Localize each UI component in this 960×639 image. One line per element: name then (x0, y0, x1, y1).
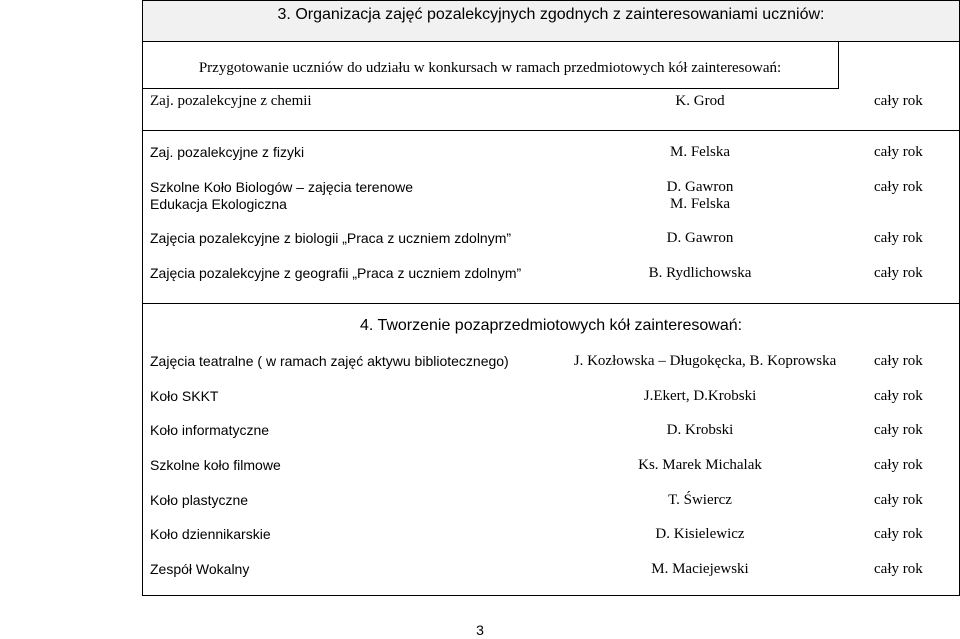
teacher-name: K. Grod (675, 93, 725, 109)
teacher-name: J. Kozłowska – Długokęcka, B. Koprowska (573, 353, 837, 369)
period: cały rok (874, 388, 923, 404)
activity-name: Szkolne Koło Biologów – zajęcia terenowe (150, 179, 414, 195)
page-number: 3 (476, 622, 484, 638)
table-column-rule (838, 41, 839, 89)
period: cały rok (874, 265, 923, 281)
table-border-left (142, 0, 143, 596)
period: cały rok (874, 561, 923, 577)
activity-name: Koło plastyczne (150, 492, 249, 508)
period: cały rok (874, 353, 923, 369)
teacher-name-line2: M. Felska (670, 196, 730, 212)
activity-name: Zajęcia pozalekcyjne z geografii „Praca z uczniem zdolnym” (150, 265, 522, 281)
section4-title: 4. Tworzenie pozaprzedmiotowych kół zainteresowań: (359, 317, 743, 334)
teacher-name: B. Rydlichowska (648, 265, 752, 281)
teacher-name: D. Gawron (666, 230, 734, 246)
table-border-bottom (142, 595, 960, 596)
period: cały rok (874, 457, 923, 473)
activity-name: Zespół Wokalny (150, 561, 250, 577)
activity-name-line2: Edukacja Ekologiczna (150, 196, 287, 212)
period: cały rok (874, 526, 923, 542)
activity-name: Szkolne koło filmowe (150, 457, 281, 473)
period: cały rok (874, 230, 923, 246)
table-rule (142, 303, 960, 304)
activity-name: Zajęcia pozalekcyjne z biologii „Praca z uczniem zdolnym” (150, 230, 512, 246)
teacher-name: T. Świercz (668, 492, 732, 508)
section3-subtitle: Przygotowanie uczniów do udziału w konkursach w ramach przedmiotowych kół zainteresowań: (198, 60, 782, 76)
table-rule (142, 130, 960, 131)
period: cały rok (874, 492, 923, 508)
activity-name: Zaj. pozalekcyjne z fizyki (150, 144, 305, 160)
period: cały rok (874, 144, 923, 160)
teacher-name: D. Gawron (666, 179, 734, 195)
activity-name: Zaj. pozalekcyjne z chemii (150, 93, 312, 109)
activity-name: Koło informatyczne (150, 422, 270, 438)
period: cały rok (874, 93, 923, 109)
table-rule (142, 88, 838, 89)
teacher-name: M. Felska (670, 144, 730, 160)
section3-title: 3. Organizacja zajęć pozalekcyjnych zgodnych z zainteresowaniami uczniów: (277, 6, 825, 23)
teacher-name: D. Kisielewicz (655, 526, 745, 542)
teacher-name: Ks. Marek Michalak (638, 457, 762, 473)
teacher-name: M. Maciejewski (651, 561, 749, 577)
teacher-name: D. Krobski (666, 422, 734, 438)
table-border-top (142, 0, 960, 1)
activity-name: Koło SKKT (150, 388, 219, 404)
activity-name: Zajęcia teatralne ( w ramach zajęć aktywu bibliotecznego) (150, 353, 509, 369)
activity-name: Koło dziennikarskie (150, 526, 271, 542)
teacher-name: J.Ekert, D.Krobski (643, 388, 757, 404)
period: cały rok (874, 422, 923, 438)
period: cały rok (874, 179, 923, 195)
